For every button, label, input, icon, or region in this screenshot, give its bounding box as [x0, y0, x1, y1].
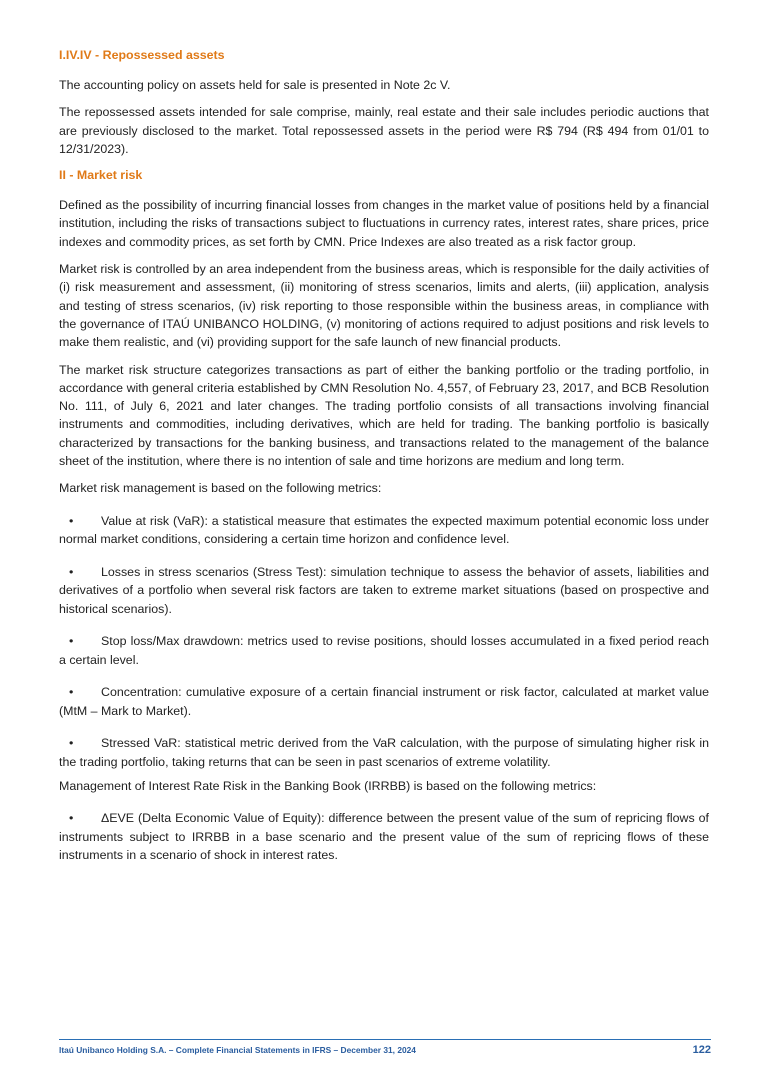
list-item-text: ΔEVE (Delta Economic Value of Equity): difference between the present value of the sum of repricing flows of instruments subject to IRRBB in a base scenario and the present value of the sum of repricing flows of these instruments in a scenario of shock in interest rates.: [59, 811, 709, 863]
list-item: [59, 632, 709, 669]
paragraph-market-risk-structure: The market risk structure categorizes transactions as part of either the banking portfolio or the trading portfolio, in accordance with general criteria established by CMN Resolution No. 4,557, of February 23, 2017, and BCB Resolution No. 111, of July 6, 2021 and later changes. The trading portfolio consists of all transactions involving financial instruments and commodities, including derivatives, which are held for trading. The banking portfolio is basically characterized by transactions for the banking business, and transactions related to the management of the balance sheet of the institution, where there is no intention of sale and time horizons are medium and long term.: [59, 362, 709, 469]
list-item: [59, 512, 709, 549]
list-item-text: Stressed VaR: statistical metric derived from the VaR calculation, with the purpose of simulating higher risk in the trading portfolio, taking returns that can be seen in past scenarios of extreme volatility.: [59, 736, 709, 769]
bullet-icon: •: [69, 811, 74, 826]
bullet-icon: •: [69, 736, 74, 751]
paragraph-market-risk-control: Market risk is controlled by an area independent from the business areas, which is responsible for the daily activities of (i) risk measurement and assessment, (ii) monitoring of stress scenarios, limits and alerts, (iii) application, analysis and testing of stress scenarios, (iv) risk reporting to those responsible within the business areas, in compliance with the governance of ITAÚ UNIBANCO HOLDING, (v) monitoring of actions required to adjust positions and risk levels to make them realistic, and (vi) providing support for the safe launch of new financial products.: [59, 262, 709, 350]
list-item: [59, 563, 709, 619]
list-item-text: Losses in stress scenarios (Stress Test): simulation technique to assess the behavior of assets, liabilities and derivatives of a portfolio when several risk factors are taken to extreme market situations (based on prospective and historical scenarios).: [59, 564, 709, 616]
bullet-icon: •: [69, 513, 74, 528]
list-item-text: Concentration: cumulative exposure of a certain financial instrument or risk factor, calculated at market value (MtM – Mark to Market).: [59, 685, 709, 718]
paragraph-metrics-intro: Market risk management is based on the following metrics:: [59, 481, 382, 496]
footer-text: Itaú Unibanco Holding S.A. – Complete Financial Statements in IFRS – December 31, 2024: [59, 1045, 416, 1055]
section-heading-market-risk: II - Market risk: [59, 168, 143, 183]
paragraph-accounting-policy: The accounting policy on assets held for sale is presented in Note 2c V.: [59, 78, 451, 92]
list-item-text: Value at risk (VaR): a statistical measure that estimates the expected maximum potential economic loss under normal market conditions, considering a certain time horizon and confidence level.: [59, 513, 709, 547]
bullet-icon: •: [69, 685, 74, 700]
paragraph-repossessed-assets: The repossessed assets intended for sale comprise, mainly, real estate and their sale includes periodic auctions that are previously disclosed to the market. Total repossessed assets in the period were R$ 794 (R$ 494 from 01/01 to 12/31/2023).: [59, 105, 709, 156]
bullet-icon: •: [69, 634, 74, 649]
list-item: [59, 734, 709, 771]
page-number: 122: [692, 1044, 711, 1056]
list-item-text: Stop loss/Max drawdown: metrics used to revise positions, should losses accumulated in a fixed period reach a certain level.: [59, 634, 709, 667]
bullet-icon: •: [69, 564, 74, 579]
paragraph-irrbb-intro: Management of Interest Rate Risk in the Banking Book (IRRBB) is based on the following metrics:: [59, 779, 597, 794]
list-item: [59, 683, 709, 720]
page-footer: [59, 1039, 711, 1056]
list-item: [59, 809, 709, 865]
section-heading-repossessed-assets: I.IV.IV - Repossessed assets: [59, 48, 225, 62]
paragraph-market-risk-definition: Defined as the possibility of incurring financial losses from changes in the market value of positions held by a financial institution, including the risks of transactions subject to fluctuations in currency rates, interest rates, share prices, price indexes and commodity prices, as set forth by CMN. Price Indexes are also treated as a risk factor group.: [59, 198, 709, 249]
document-page: [59, 47, 709, 879]
